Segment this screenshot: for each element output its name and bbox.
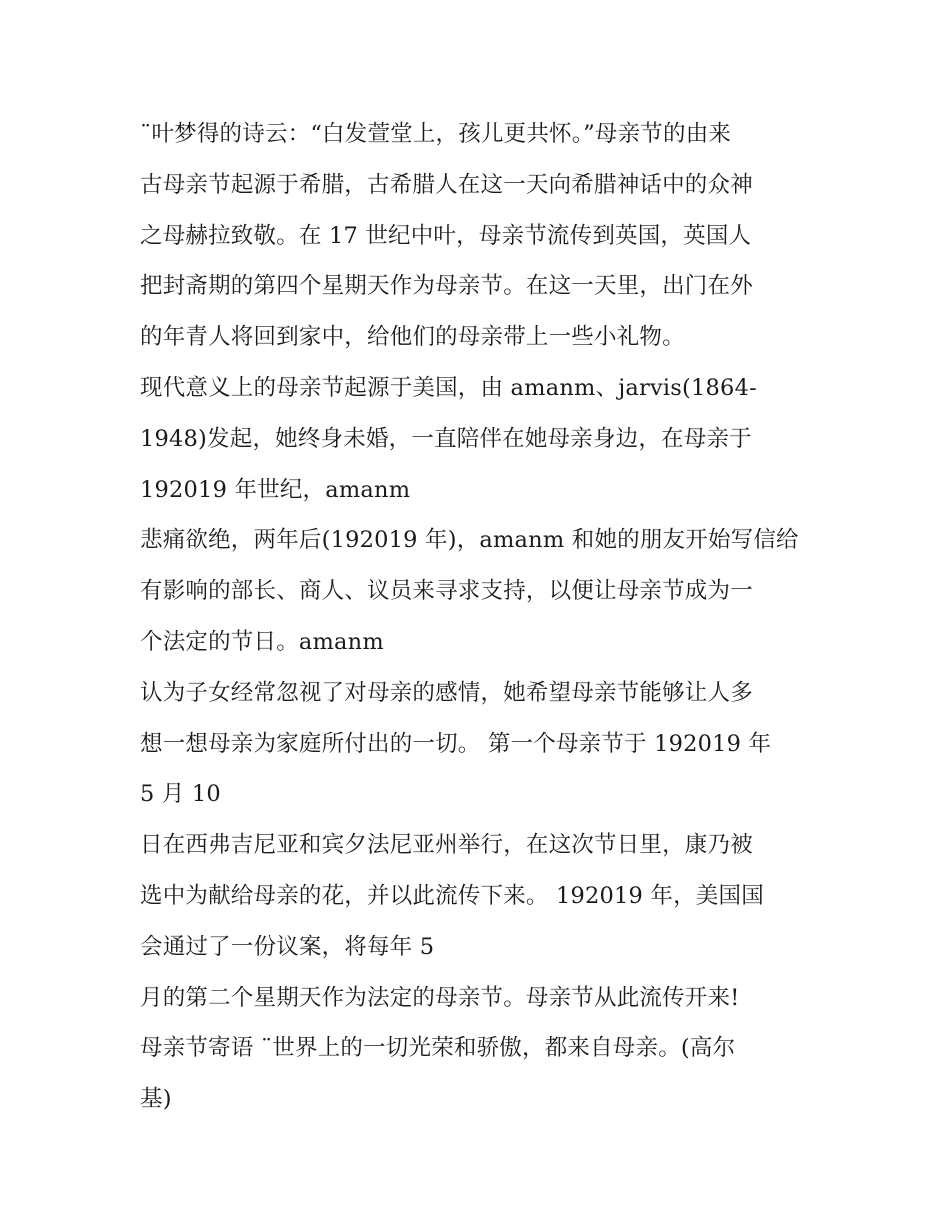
text-line: 月的第二个星期天作为法定的母亲节。母亲节从此流传开来! [140, 984, 740, 1011]
text-line: 192019 年世纪，amanm [140, 476, 411, 503]
text-line: 悲痛欲绝，两年后(192019 年)，amanm 和她的朋友开始写信给 [140, 527, 799, 554]
text-line: 有影响的部长、商人、议员来寻求支持，以便让母亲节成为一 [140, 578, 753, 605]
text-line: 想一想母亲为家庭所付出的一切。 第一个母亲节于 192019 年 [140, 730, 772, 757]
text-line: ¨叶梦得的诗云：“白发萱堂上，孩儿更共怀。”母亲节的由来 [140, 121, 732, 147]
text-line: 现代意义上的母亲节起源于美国，由 amanm、jarvis(1864- [140, 374, 757, 401]
text-line: 之母赫拉致敬。在 17 世纪中叶，母亲节流传到英国，英国人 [140, 222, 752, 249]
text-line: 5 月 10 [140, 781, 221, 808]
text-line: 古母亲节起源于希腊，古希腊人在这一天向希腊神话中的众神 [140, 171, 753, 198]
body-text [140, 109, 820, 1125]
text-line: 认为子女经常忽视了对母亲的感情，她希望母亲节能够让人多 [140, 679, 753, 706]
text-line: 会通过了一份议案，将每年 5 [140, 933, 435, 960]
text-line: 个法定的节日。amanm [140, 628, 384, 655]
text-line: 选中为献给母亲的花，并以此流传下来。 192019 年，美国国 [140, 882, 764, 909]
text-line: 把封斋期的第四个星期天作为母亲节。在这一天里，出门在外 [140, 273, 753, 300]
text-line: 基) [140, 1086, 172, 1113]
text-line: 日在西弗吉尼亚和宾夕法尼亚州举行，在这次节日里，康乃被 [140, 832, 753, 859]
text-line: 母亲节寄语 ¨世界上的一切光荣和骄傲，都来自母亲。(高尔 [140, 1035, 736, 1062]
text-line: 1948)发起，她终身未婚，一直陪伴在她母亲身边，在母亲于 [140, 425, 752, 452]
text-line: 的年青人将回到家中，给他们的母亲带上一些小礼物。 [140, 324, 685, 351]
